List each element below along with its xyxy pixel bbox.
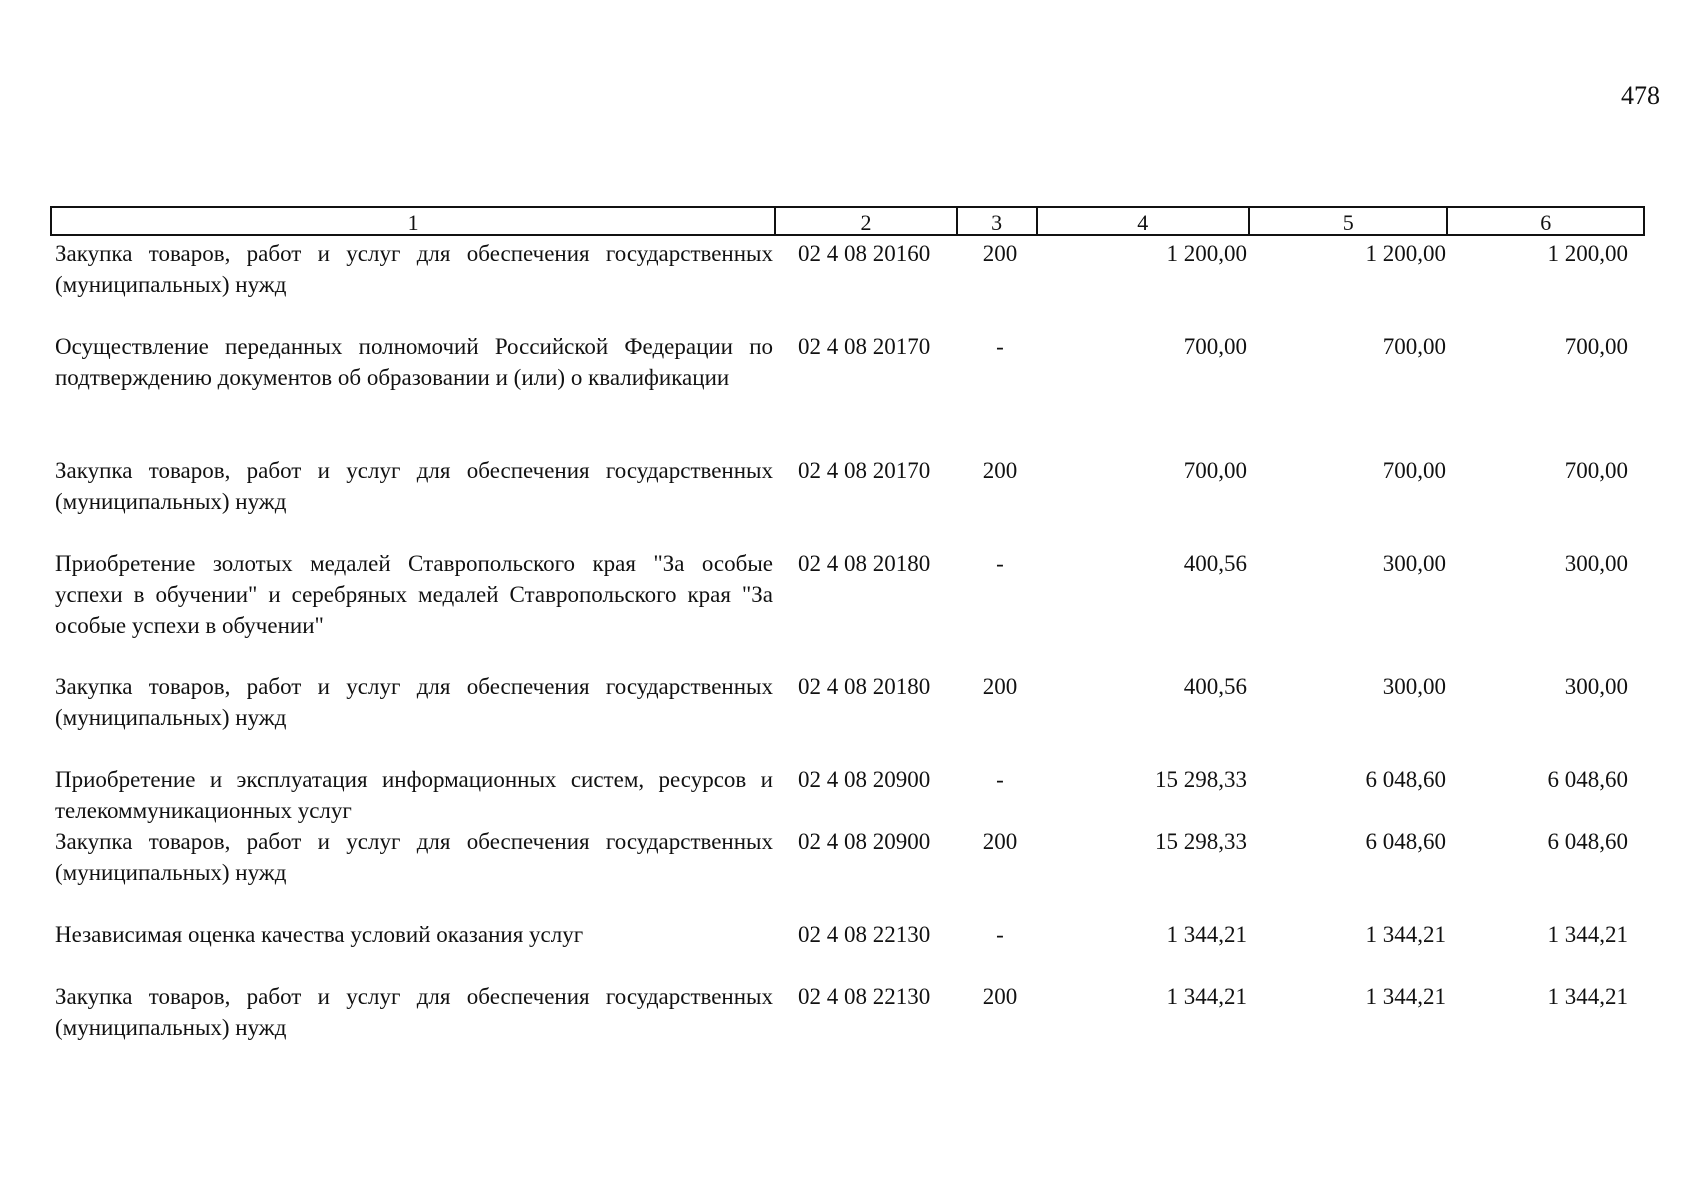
row-name: Приобретение и эксплуатация информационных систем, ресурсов и телекоммуникационных услуг xyxy=(55,767,773,823)
row-expense-type: - xyxy=(996,922,1004,947)
row-amount-col-6: 1 200,00 xyxy=(1547,241,1628,266)
row-expense-type: 200 xyxy=(982,674,1018,699)
row-name: Осуществление переданных полномочий Российской Федерации по подтверждению документов об образовании и (или) о квалификации xyxy=(55,334,773,390)
row-amount-col-5: 300,00 xyxy=(1382,674,1446,699)
row-amount-col-5: 700,00 xyxy=(1382,458,1446,483)
row-name: Закупка товаров, работ и услуг для обеспечения государственных (муниципальных) нужд xyxy=(55,829,773,885)
row-expense-type: - xyxy=(996,334,1004,359)
row-name: Закупка товаров, работ и услуг для обеспечения государственных (муниципальных) нужд xyxy=(55,674,773,730)
row-amount-col-5: 700,00 xyxy=(1382,334,1446,359)
row-code: 02 4 08 20900 xyxy=(798,767,931,792)
row-amount-col-5: 1 344,21 xyxy=(1365,984,1446,1009)
row-amount-col-4: 15 298,33 xyxy=(1155,767,1247,792)
row-amount-col-6: 6 048,60 xyxy=(1547,829,1628,854)
row-name: Закупка товаров, работ и услуг для обеспечения государственных (муниципальных) нужд xyxy=(55,241,773,297)
row-name: Закупка товаров, работ и услуг для обеспечения государственных (муниципальных) нужд xyxy=(55,458,773,514)
row-amount-col-4: 1 344,21 xyxy=(1166,922,1247,947)
header-col-6: 6 xyxy=(1540,210,1552,235)
row-code: 02 4 08 22130 xyxy=(798,984,931,1009)
row-expense-type: 200 xyxy=(982,984,1018,1009)
row-amount-col-6: 300,00 xyxy=(1564,674,1628,699)
row-code: 02 4 08 20180 xyxy=(798,674,931,699)
row-amount-col-6: 700,00 xyxy=(1564,458,1628,483)
row-code: 02 4 08 20170 xyxy=(798,334,931,359)
row-name: Приобретение золотых медалей Ставропольского края "За особые успехи в обучении" и серебряных медалей Ставропольского края "За особые успехи в обучении" xyxy=(55,551,773,638)
row-code: 02 4 08 20900 xyxy=(798,829,931,854)
row-amount-col-6: 6 048,60 xyxy=(1547,767,1628,792)
row-amount-col-4: 1 200,00 xyxy=(1166,241,1247,266)
row-amount-col-5: 6 048,60 xyxy=(1365,829,1446,854)
header-col-3: 3 xyxy=(958,208,1038,234)
row-amount-col-5: 300,00 xyxy=(1382,551,1446,576)
header-col-5: 5 xyxy=(1250,208,1449,234)
row-expense-type: 200 xyxy=(982,829,1018,854)
header-col-2: 2 xyxy=(776,208,958,234)
row-code: 02 4 08 20170 xyxy=(798,458,931,483)
header-col-1: 1 xyxy=(52,208,776,234)
row-code: 02 4 08 20160 xyxy=(798,241,931,266)
row-amount-col-5: 1 344,21 xyxy=(1365,922,1446,947)
row-amount-col-6: 300,00 xyxy=(1564,551,1628,576)
row-amount-col-6: 1 344,21 xyxy=(1547,922,1628,947)
row-amount-col-6: 1 344,21 xyxy=(1547,984,1628,1009)
row-amount-col-4: 700,00 xyxy=(1183,334,1247,359)
header-col-4: 4 xyxy=(1038,208,1250,234)
row-amount-col-6: 700,00 xyxy=(1564,334,1628,359)
row-amount-col-4: 1 344,21 xyxy=(1166,984,1247,1009)
row-name: Закупка товаров, работ и услуг для обеспечения государственных (муниципальных) нужд xyxy=(55,984,773,1040)
row-amount-col-5: 1 200,00 xyxy=(1365,241,1446,266)
row-amount-col-4: 400,56 xyxy=(1183,674,1247,699)
row-amount-col-4: 400,56 xyxy=(1183,551,1247,576)
row-amount-col-4: 700,00 xyxy=(1183,458,1247,483)
row-code: 02 4 08 22130 xyxy=(798,922,931,947)
page-number: 478 xyxy=(1621,81,1660,110)
row-expense-type: - xyxy=(996,551,1004,576)
row-amount-col-4: 15 298,33 xyxy=(1155,829,1247,854)
row-expense-type: - xyxy=(996,767,1004,792)
row-name: Независимая оценка качества условий оказания услуг xyxy=(55,922,584,947)
row-expense-type: 200 xyxy=(982,458,1018,483)
row-expense-type: 200 xyxy=(982,241,1018,266)
row-amount-col-5: 6 048,60 xyxy=(1365,767,1446,792)
table-header xyxy=(50,206,1645,236)
row-code: 02 4 08 20180 xyxy=(798,551,931,576)
